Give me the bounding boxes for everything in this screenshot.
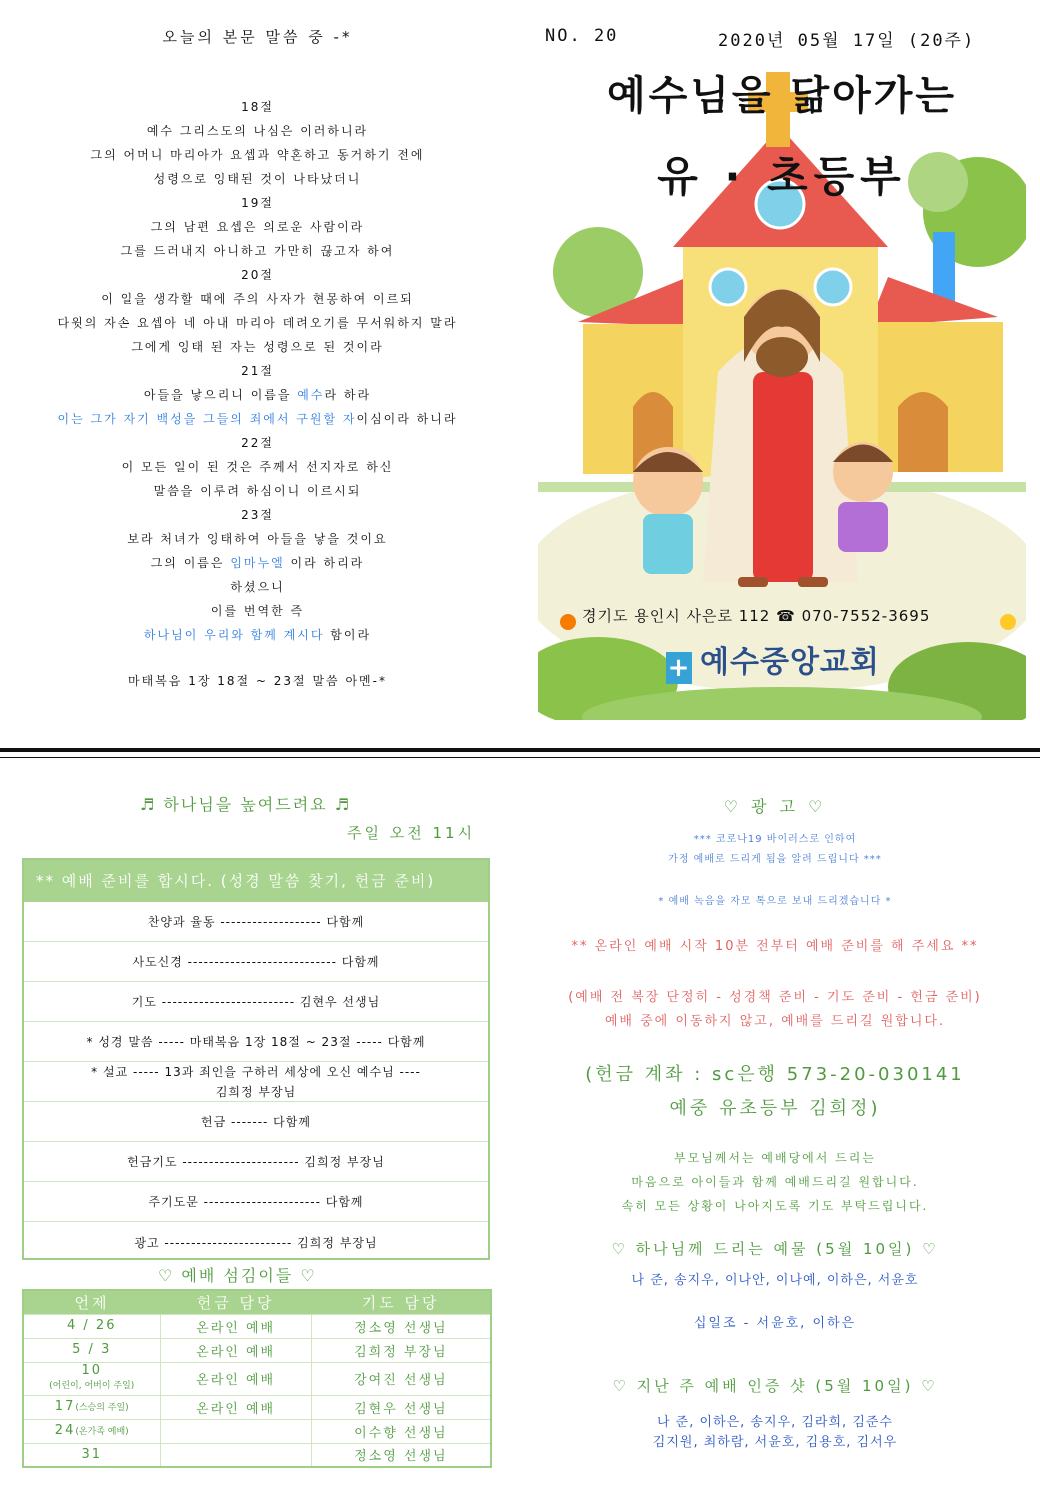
scripture-line: 다윗의 자손 요셉아 네 아내 마리아 데려오기를 무서워하지 말라 <box>57 316 458 330</box>
scripture-line: 22절 <box>241 436 274 450</box>
scripture-line: 이 일을 생각할 때에 주의 사자가 현몽하여 이르되 <box>101 292 414 306</box>
scripture-line: 그의 어머니 마리아가 요셉과 약혼하고 동거하기 전에 <box>90 148 425 162</box>
scripture-line: 20절 <box>241 268 274 282</box>
serve-date <box>23 1419 160 1443</box>
serve-date <box>23 1338 160 1362</box>
issue-number: NO. 20 <box>545 26 619 46</box>
tithe-names: 십일조 - 서윤호, 이하은 <box>693 1316 857 1331</box>
table-row <box>23 1338 491 1362</box>
scripture-text: 라 하라 <box>324 388 372 402</box>
photo-names <box>525 1413 1025 1453</box>
worship-order-text: 기도 ------------------------- 김현우 선생님 <box>131 995 381 1009</box>
worship-order-text: 주기도문 ---------------------- 다함께 <box>148 1195 364 1209</box>
service-time: 주일 오전 11시 <box>347 824 476 842</box>
scripture-line: 19절 <box>241 196 274 210</box>
scripture-line: 성령으로 잉태된 것이 나타났더니 <box>153 172 362 186</box>
serve-prayer: 정소영 선생님 <box>311 1314 491 1338</box>
serve-date <box>23 1362 160 1395</box>
table-row <box>23 1419 491 1443</box>
serve-date-note: (어린이, 어버이 주일) <box>49 1381 135 1391</box>
cross-icon: + <box>667 653 691 683</box>
worship-order-item <box>24 902 488 942</box>
serve-offering <box>160 1419 311 1443</box>
serve-offering: 온라인 예배 <box>160 1314 311 1338</box>
servers-title: ♡ 예배 섬김이들 ♡ <box>158 1266 317 1285</box>
preparation-line2: 예배 중에 이동하지 않고, 예배를 드리길 원합니다. <box>604 1014 946 1029</box>
scripture-highlight: 이는 그가 자기 백성을 그들의 죄에서 구원할 자 <box>57 412 357 426</box>
serve-offering: 온라인 예배 <box>160 1338 311 1362</box>
worship-order-rows <box>24 902 488 1262</box>
worship-order-text: 광고 ------------------------ 김희정 부장님 <box>134 1235 378 1250</box>
worship-order-item <box>24 942 488 982</box>
worship-order <box>22 858 490 1260</box>
table-row <box>23 1443 491 1467</box>
serve-date <box>23 1314 160 1338</box>
scripture-line: 하셨으니 <box>230 580 285 594</box>
worship-order-text: 찬양과 율동 ------------------- 다함께 <box>147 915 365 929</box>
scripture-text: 아들을 낳으리니 이름을 <box>143 388 298 402</box>
scripture-line: 그의 남편 요셉은 의로운 사람이라 <box>150 220 365 234</box>
worship-order-text: 사도신경 ---------------------------- 다함께 <box>132 955 380 969</box>
scripture-line: 이 모든 일이 된 것은 주께서 선지자로 하신 <box>121 460 394 474</box>
corona-notice-line1: *** 코로나19 바이러스로 인하여 <box>693 834 857 845</box>
worship-order-text: * 성경 말씀 ----- 마태복음 1장 18절 ~ 23절 ----- 다함께 <box>86 1035 426 1049</box>
photo-title: ♡ 지난 주 예배 인증 샷 (5월 10일) ♡ <box>612 1377 938 1395</box>
scripture-highlight: 하나님이 우리와 함께 계시다 <box>143 628 325 642</box>
serve-offering: 온라인 예배 <box>160 1362 311 1395</box>
church-logo <box>666 637 880 684</box>
offering-title: ♡ 하나님께 드리는 예물 (5월 10일) ♡ <box>611 1240 939 1258</box>
serve-date <box>23 1443 160 1467</box>
page-divider <box>0 748 1040 752</box>
scripture-line: 예수 그리스도의 나심은 이러하니라 <box>146 124 369 138</box>
worship-order-item <box>24 1022 488 1062</box>
account-line1: (헌금 계좌 : sc은행 573-20-030141 <box>585 1064 965 1085</box>
scripture-line: 말씀을 이루려 하심이니 이르시되 <box>153 484 362 498</box>
corona-notice-line2: 가정 예배로 드리게 됨을 알려 드립니다 *** <box>668 854 882 865</box>
serve-date-note: (스승의 주일) <box>75 1402 129 1413</box>
serve-date-note: (온가족 예배) <box>75 1426 129 1437</box>
serve-date-value: 10 <box>81 1363 103 1378</box>
table-row <box>23 1395 491 1419</box>
scripture-closing: 마태복음 1장 18절 ~ 23절 말씀 아멘-* <box>128 674 387 688</box>
scripture-line <box>20 551 495 575</box>
serve-date <box>23 1395 160 1419</box>
announcements-title: ♡ 광 고 ♡ <box>723 797 827 816</box>
preparation-notice <box>525 986 1025 1034</box>
serve-prayer: 강여진 선생님 <box>311 1362 491 1395</box>
scripture-line: 23절 <box>241 508 274 522</box>
scripture-lines <box>20 95 495 647</box>
serve-prayer: 정소영 선생님 <box>311 1443 491 1467</box>
page-divider-thin <box>0 757 1040 758</box>
parents-line3: 속히 모든 상황이 나아지도록 기도 부탁드립니다. <box>621 1199 929 1213</box>
column-header-date: 언제 <box>23 1290 160 1314</box>
servers-table <box>22 1289 492 1468</box>
serve-date-value: 24 <box>54 1422 76 1438</box>
parents-line2: 마음으로 아이들과 함께 예배드리길 원합니다. <box>631 1175 919 1189</box>
offering-names: 나 준, 송지우, 이나안, 이나예, 이하은, 서윤호 <box>631 1273 919 1288</box>
scripture-heading: 오늘의 본문 말씀 중 -* <box>162 28 353 46</box>
column-header-offering: 헌금 담당 <box>160 1290 311 1314</box>
issue-date: 2020년 05월 17일 (20주) <box>718 31 976 51</box>
scripture-line <box>20 407 495 431</box>
praise-title: ♬ 하나님을 높여드려요 ♬ <box>140 795 352 814</box>
table-row <box>23 1362 491 1395</box>
worship-order-text: 헌금 ------- 다함께 <box>201 1115 311 1129</box>
recording-notice: * 예배 녹음을 자모 톡으로 보내 드리겠습니다 * <box>658 896 892 907</box>
worship-order-text: * 설교 ----- 13과 죄인을 구하러 세상에 오신 예수님 ---- <box>91 1064 421 1079</box>
scripture-line: 보라 처녀가 잉태하여 아들을 낳을 것이요 <box>127 532 388 546</box>
cover-illustration <box>538 62 1026 720</box>
cover-title-line2: 유 · 초등부 <box>657 152 907 201</box>
worship-order-text: 헌금기도 ---------------------- 김희정 부장님 <box>127 1155 385 1169</box>
scripture-text: 함이라 <box>324 628 372 642</box>
servers-table-header <box>23 1290 491 1314</box>
scripture-text: 이심이라 하니라 <box>356 412 458 426</box>
scripture-line <box>20 383 495 407</box>
scripture-text: 그의 이름은 <box>150 556 231 570</box>
worship-order-header: ** 예배 준비를 합시다. (성경 말씀 찾기, 헌금 준비) <box>24 860 488 902</box>
worship-order-item <box>24 1222 488 1262</box>
scripture-line: 21절 <box>241 364 274 378</box>
scripture-text: 이라 하리라 <box>284 556 365 570</box>
scripture-highlight: 예수 <box>297 388 325 402</box>
church-name: 예수중앙교회 <box>700 645 880 680</box>
worship-order-item <box>24 1182 488 1222</box>
online-notice: ** 온라인 예배 시작 10분 전부터 예배 준비를 해 주세요 ** <box>571 939 979 954</box>
parents-notice <box>525 1146 1025 1218</box>
serve-date-value: 4 / 26 <box>67 1318 117 1333</box>
scripture-line: 그에게 잉태 된 자는 성령으로 된 것이라 <box>131 340 384 354</box>
table-row <box>23 1314 491 1338</box>
cover-title-line1: 예수님을 닮아가는 <box>606 73 958 119</box>
church-address: 경기도 용인시 사은로 112 ☎ 070-7552-3695 <box>582 607 931 625</box>
worship-order-item <box>24 1142 488 1182</box>
photo-names-line2: 김지원, 최하람, 서윤호, 김용호, 김서우 <box>652 1435 898 1450</box>
serve-date-value: 5 / 3 <box>72 1342 112 1357</box>
account-line2: 예중 유초등부 김희정) <box>669 1098 881 1119</box>
serve-offering: 온라인 예배 <box>160 1395 311 1419</box>
serve-date-value: 17 <box>54 1398 76 1414</box>
serve-prayer: 이수향 선생님 <box>311 1419 491 1443</box>
worship-order-item <box>24 1062 488 1102</box>
scripture-line: 18절 <box>241 100 274 114</box>
column-header-prayer: 기도 담당 <box>311 1290 491 1314</box>
scripture-line: 그를 드러내지 아니하고 가만히 끊고자 하여 <box>120 244 395 258</box>
offering-account <box>525 1058 1025 1126</box>
corona-notice <box>525 830 1025 870</box>
serve-prayer: 김현우 선생님 <box>311 1395 491 1419</box>
worship-order-item <box>24 982 488 1022</box>
photo-names-line1: 나 준, 이하은, 송지우, 김라희, 김준수 <box>656 1415 893 1430</box>
scripture-line <box>20 623 495 647</box>
scripture-line: 이를 번역한 즉 <box>210 604 305 618</box>
worship-order-item <box>24 1102 488 1142</box>
parents-line1: 부모님께서는 예배당에서 드리는 <box>674 1151 876 1165</box>
serve-offering <box>160 1443 311 1467</box>
worship-order-leader: 김희정 부장님 <box>215 1084 297 1099</box>
serve-date-value: 31 <box>81 1446 103 1462</box>
scripture-highlight: 임마누엘 <box>230 556 285 570</box>
scripture-panel <box>20 26 495 693</box>
serve-prayer: 김희정 부장님 <box>311 1338 491 1362</box>
preparation-line1: (예배 전 복장 단정히 - 성경책 준비 - 기도 준비 - 헌금 준비) <box>568 990 982 1005</box>
